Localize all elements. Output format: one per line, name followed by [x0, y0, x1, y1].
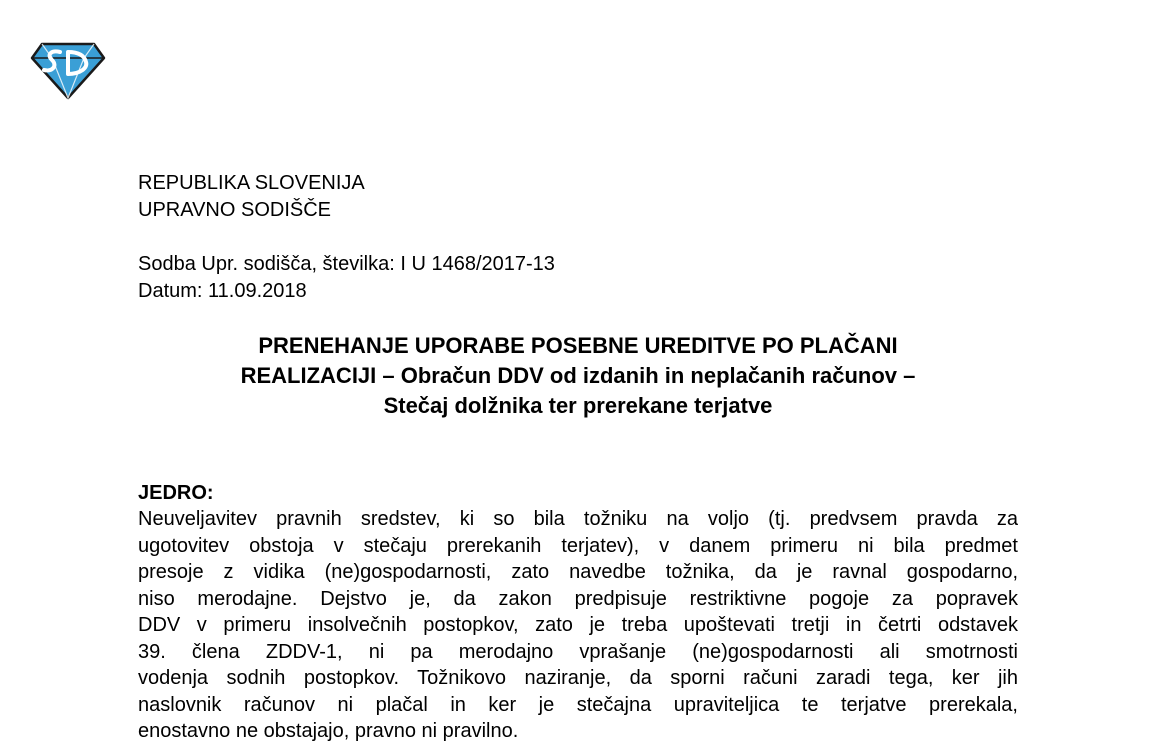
- case-date-line: Datum: 11.09.2018: [138, 280, 307, 302]
- court-line-court: UPRAVNO SODIŠČE: [138, 199, 331, 221]
- paragraph-line: ugotovitev obstoja v stečaju prerekanih terjatev), v danem primeru ni bila predmet: [138, 534, 1018, 557]
- jedro-paragraph: [138, 506, 1018, 745]
- paragraph-line: naslovnik računov ni plačal in ker je stečajna upraviteljica te terjatve prerekala,: [138, 693, 1018, 716]
- paragraph-line: DDV v primeru insolvečnih postopkov, zato je treba upoštevati tretji in četrti odstavek: [138, 614, 1018, 636]
- title-line: PRENEHANJE UPORABE POSEBNE UREDITVE PO PLAČANI: [258, 333, 898, 358]
- paragraph-line: enostavno ne obstajajo, pravno ni pravilno.: [138, 720, 519, 742]
- paragraph-line: 39. člena ZDDV-1, ni pa merodajno vprašanje (ne)gospodarnosti ali smotrnosti: [138, 640, 1018, 663]
- paragraph-line: vodenja sodnih postopkov. Tožnikovo naziranje, da sporni računi zaradi tega, ker jih: [138, 667, 1018, 689]
- case-number-line: Sodba Upr. sodišča, številka: I U 1468/2017-13: [138, 253, 555, 275]
- court-name: [138, 170, 365, 224]
- court-line-country: REPUBLIKA SLOVENIJA: [138, 172, 365, 194]
- title-line: Stečaj dolžnika ter prerekane terjatve: [383, 393, 773, 418]
- paragraph-line: Neuveljavitev pravnih sredstev, ki so bila tožniku na voljo (tj. predvsem pravda za: [138, 508, 1018, 530]
- document-title: [138, 331, 1018, 421]
- title-line: REALIZACIJI – Obračun DDV od izdanih in neplačanih računov –: [240, 363, 916, 388]
- diamond-sd-logo-icon: [30, 40, 106, 100]
- case-reference: [138, 251, 555, 305]
- paragraph-line: niso merodajne. Dejstvo je, da zakon predpisuje restriktivne pogoje za popravek: [138, 587, 1018, 610]
- paragraph-line: presoje z vidika (ne)gospodarnosti, zato navedbe tožnika, da je ravnal gospodarno,: [138, 561, 1018, 583]
- jedro-heading: JEDRO:: [138, 482, 214, 504]
